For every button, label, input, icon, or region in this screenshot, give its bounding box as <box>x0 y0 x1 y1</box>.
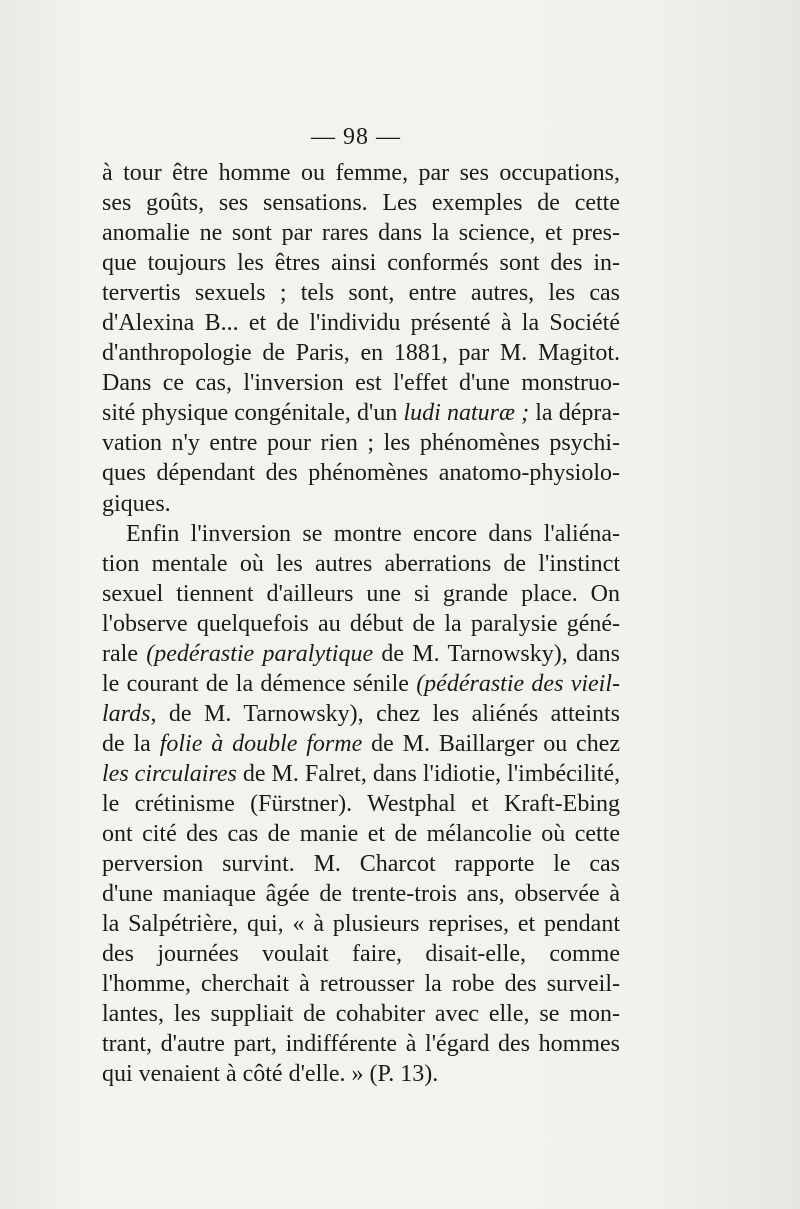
text-line: l'observe quelquefois au début de la paralysie géné- <box>102 610 620 637</box>
text-line: ques dépendant des phénomènes anatomo-physiolo- <box>102 460 620 487</box>
italic-phrase: ludi naturæ ; <box>403 400 530 427</box>
text-line: Dans ce cas, l'inversion est l'effet d'une monstruo- <box>102 370 620 397</box>
page-number: — 98 — <box>311 124 401 150</box>
text-line: lantes, les suppliait de cohabiter avec elle, se mon- <box>102 1001 620 1028</box>
text-line: de la folie à double forme de M. Baillarger ou chez <box>102 730 621 757</box>
text-line: sité physique congénitale, d'un ludi naturæ ; la dépra- <box>102 400 620 427</box>
text-line: d'une maniaque âgée de trente-trois ans, observée à <box>102 881 620 908</box>
text-line: des journées voulait faire, disait-elle, comme <box>102 941 620 968</box>
text-line: rale (pedérastie paralytique de M. Tarnowsky), dans <box>102 640 620 667</box>
text-line: les circulaires de M. Falret, dans l'idiotie, l'imbécilité, <box>102 760 621 787</box>
text-line: trant, d'autre part, indifférente à l'égard des hommes <box>102 1031 620 1058</box>
text-line: lards, de M. Tarnowsky), chez les aliénés atteints <box>102 700 620 727</box>
text-line: Enfin l'inversion se montre encore dans l'aliéna- <box>126 520 620 547</box>
text-line: le courant de la démence sénile (pédérastie des vieil- <box>102 670 620 697</box>
text-line: ses goûts, ses sensations. Les exemples de cette <box>102 190 620 217</box>
italic-phrase: lards <box>102 700 151 727</box>
text-line: giques. <box>102 490 171 517</box>
text-line: d'Alexina B... et de l'individu présenté à la Société <box>102 310 620 337</box>
text-line: le crétinisme (Fürstner). Westphal et Kraft-Ebing <box>102 790 620 817</box>
text-line: que toujours les êtres ainsi conformés sont des in- <box>102 250 620 277</box>
text-line: anomalie ne sont par rares dans la science, et pres- <box>102 220 620 247</box>
text-line: sexuel tiennent d'ailleurs une si grande place. On <box>102 580 620 607</box>
italic-phrase: (pédérastie des vieil- <box>416 670 620 697</box>
text-line: perversion survint. M. Charcot rapporte le cas <box>102 851 620 878</box>
text-line: à tour être homme ou femme, par ses occupations, <box>102 160 620 186</box>
text-line: tion mentale où les autres aberrations de l'instinct <box>102 550 620 577</box>
text-line: l'homme, cherchait à retrousser la robe des surveil- <box>102 971 620 998</box>
text-line: ont cité des cas de manie et de mélancolie où cette <box>102 821 620 848</box>
italic-phrase: folie à double forme <box>159 730 363 757</box>
italic-phrase: les circulaires <box>102 760 237 787</box>
text-line: qui venaient à côté d'elle. » (P. 13). <box>102 1061 439 1088</box>
italic-phrase: (pedérastie paralytique <box>146 640 374 667</box>
text-line: tervertis sexuels ; tels sont, entre autres, les cas <box>102 280 620 307</box>
body-text <box>102 158 620 1089</box>
text-line: la Salpétrière, qui, « à plusieurs reprises, et pendant <box>102 911 620 938</box>
text-line: d'anthropologie de Paris, en 1881, par M. Magitot. <box>102 340 620 367</box>
text-line: vation n'y entre pour rien ; les phénomènes psychi- <box>102 430 620 457</box>
